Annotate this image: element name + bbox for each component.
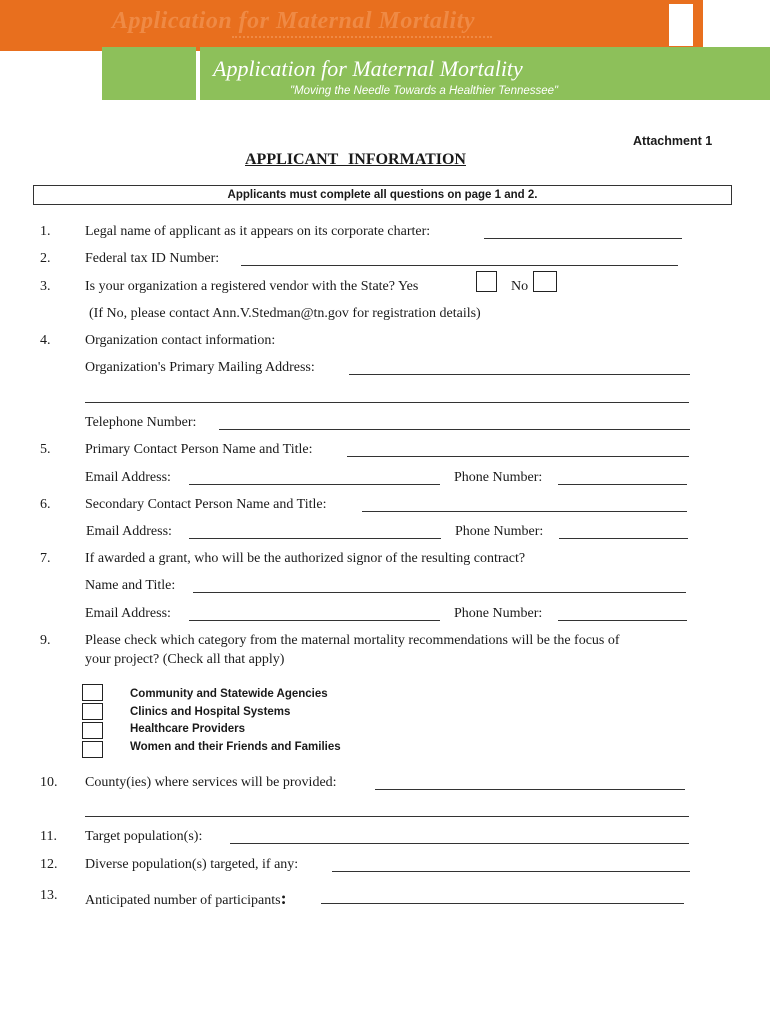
target-population-field[interactable] <box>230 843 689 844</box>
category-label: Healthcare Providers <box>130 723 246 735</box>
secondary-phone-label: Phone Number: <box>455 524 544 539</box>
signor-name-field[interactable] <box>193 592 686 593</box>
signor-phone-label: Phone Number: <box>454 606 543 621</box>
participants-label <box>85 888 287 909</box>
question-number: 2. <box>40 251 51 266</box>
category-label: Clinics and Hospital Systems <box>130 706 291 718</box>
question-number: 12. <box>40 857 58 872</box>
category-checkbox-clinics[interactable] <box>82 703 103 720</box>
secondary-email-label: Email Address: <box>86 524 172 539</box>
diverse-population-label: Diverse population(s) targeted, if any: <box>85 857 299 872</box>
legal-name-field[interactable] <box>484 238 682 239</box>
vendor-yes-checkbox[interactable] <box>476 271 497 292</box>
mailing-address-label: Organization's Primary Mailing Address: <box>85 360 315 375</box>
question-vendor-label: Is your organization a registered vendor with the State? Yes <box>85 279 419 294</box>
primary-contact-label: Primary Contact Person Name and Title: <box>85 442 313 457</box>
question-contact-info-label: Organization contact information: <box>85 333 276 348</box>
question-number: 10. <box>40 775 58 790</box>
county-label: County(ies) where services will be provided: <box>85 775 337 790</box>
participants-label-text: Anticipated number of participants <box>85 893 281 908</box>
tax-id-field[interactable] <box>241 265 678 266</box>
signor-phone-field[interactable] <box>558 620 687 621</box>
signor-name-label: Name and Title: <box>85 578 176 593</box>
mailing-address-field[interactable] <box>349 374 690 375</box>
banner-tagline: "Moving the Needle Towards a Healthier Tennessee" <box>290 85 559 97</box>
primary-contact-field[interactable] <box>347 456 689 457</box>
notice-box: Applicants must complete all questions on page 1 and 2. <box>33 185 732 205</box>
county-field-line2[interactable] <box>85 816 689 817</box>
primary-email-label: Email Address: <box>85 470 171 485</box>
target-population-label: Target population(s): <box>85 829 203 844</box>
banner-title: Application for Maternal Mortality <box>213 56 523 81</box>
vendor-no-checkbox[interactable] <box>533 271 557 292</box>
category-checkbox-healthcare[interactable] <box>82 722 103 739</box>
banner-white-box <box>669 4 693 46</box>
category-checkbox-community[interactable] <box>82 684 103 701</box>
question-number: 7. <box>40 551 51 566</box>
category-question-label: Please check which category from the maternal mortality recommendations will be the focus of <box>85 633 620 648</box>
primary-email-field[interactable] <box>189 484 440 485</box>
county-field[interactable] <box>375 789 685 790</box>
header-banner-green-left <box>102 47 196 100</box>
question-number: 6. <box>40 497 51 512</box>
attachment-label: Attachment 1 <box>633 134 713 148</box>
signor-question-label: If awarded a grant, who will be the authorized signor of the resulting contract? <box>85 551 526 566</box>
secondary-phone-field[interactable] <box>559 538 688 539</box>
secondary-contact-field[interactable] <box>362 511 687 512</box>
banner-ghost-subtitle <box>232 36 492 44</box>
category-label: Community and Statewide Agencies <box>130 688 328 700</box>
participants-label-colon: : <box>280 888 287 908</box>
category-question-label-line2: your project? (Check all that apply) <box>85 652 285 667</box>
secondary-contact-label: Secondary Contact Person Name and Title: <box>85 497 327 512</box>
diverse-population-field[interactable] <box>332 871 690 872</box>
vendor-no-label: No <box>511 279 529 294</box>
category-label: Women and their Friends and Families <box>130 741 341 753</box>
question-legal-name-label: Legal name of applicant as it appears on its corporate charter: <box>85 224 431 239</box>
primary-phone-field[interactable] <box>558 484 687 485</box>
banner-ghost-title: Application for Maternal Mortality <box>112 8 476 34</box>
question-number: 9. <box>40 633 51 648</box>
signor-email-field[interactable] <box>189 620 440 621</box>
secondary-email-field[interactable] <box>189 538 441 539</box>
primary-phone-label: Phone Number: <box>454 470 543 485</box>
question-number: 13. <box>40 888 58 903</box>
question-number: 11. <box>40 829 57 844</box>
question-number: 3. <box>40 279 51 294</box>
participants-field[interactable] <box>321 903 684 904</box>
vendor-note: (If No, please contact Ann.V.Stedman@tn.gov for registration details) <box>89 306 481 321</box>
mailing-address-field-line2[interactable] <box>85 402 689 403</box>
telephone-label: Telephone Number: <box>85 415 197 430</box>
question-number: 4. <box>40 333 51 348</box>
question-tax-id-label: Federal tax ID Number: <box>85 251 220 266</box>
category-checkbox-women[interactable] <box>82 741 103 758</box>
page-title: APPLICANT INFORMATION <box>245 151 466 168</box>
telephone-field[interactable] <box>219 429 690 430</box>
question-number: 5. <box>40 442 51 457</box>
question-number: 1. <box>40 224 51 239</box>
signor-email-label: Email Address: <box>85 606 171 621</box>
